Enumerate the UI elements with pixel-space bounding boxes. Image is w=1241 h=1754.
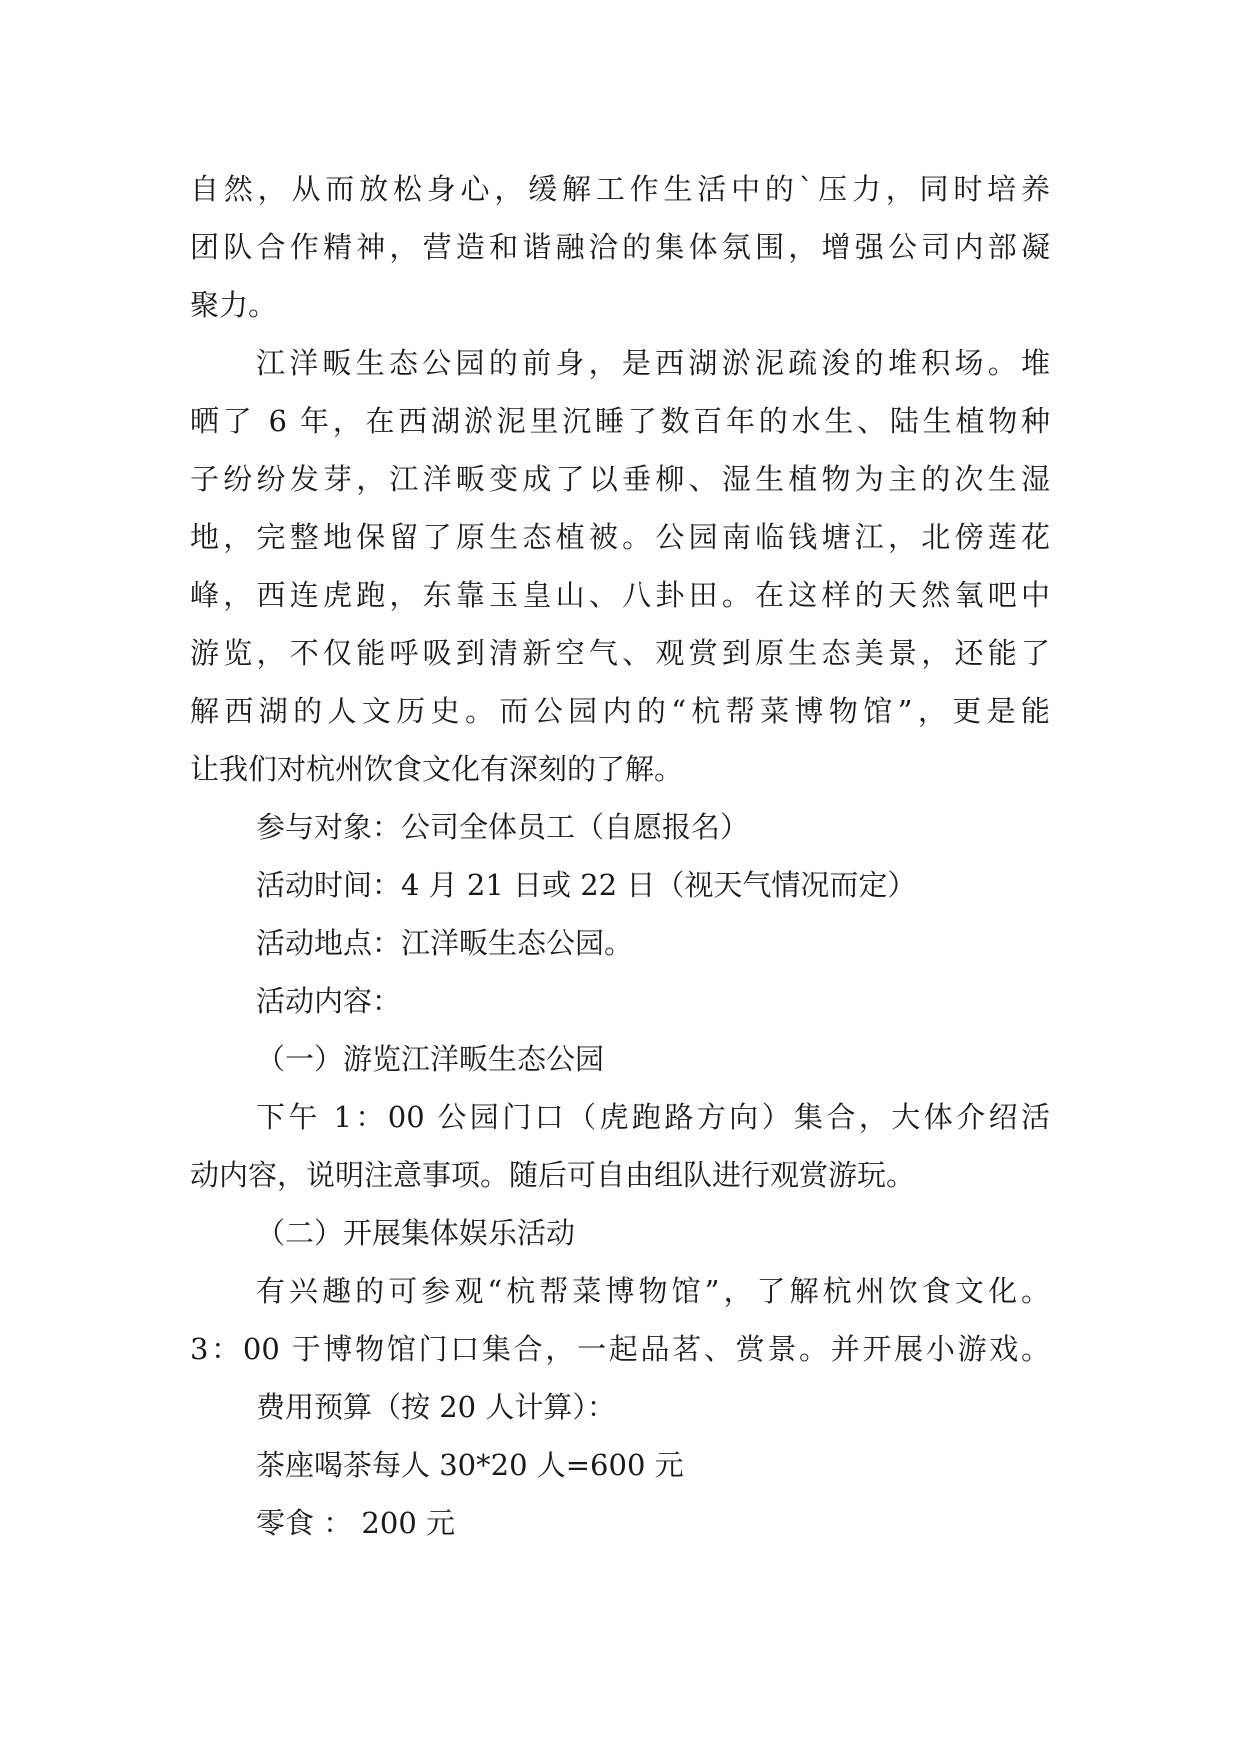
paragraph-section-2: [190, 1204, 1050, 1262]
text-line: 茶座喝茶每人 30*20 人=600 元: [256, 1448, 684, 1482]
text-line: 下午 1：00 公园门口（虎跑路方向）集合，大体介绍活: [256, 1100, 1050, 1134]
paragraph-section-2-body: [190, 1262, 1050, 1378]
paragraph-time: [190, 856, 1050, 914]
paragraph-budget-snacks: [190, 1494, 1050, 1552]
text-line: 零食 ： 200 元: [256, 1506, 456, 1540]
text-line: 晒了 6 年，在西湖淤泥里沉睡了数百年的水生、陆生植物种: [190, 404, 1050, 438]
text-line: 游览，不仅能呼吸到清新空气、观赏到原生态美景，还能了: [190, 636, 1050, 670]
text-line: 解西湖的人文历史。而公园内的“杭帮菜博物馆”，更是能: [190, 694, 1050, 728]
text-line: 自然，从而放松身心，缓解工作生活中的`压力，同时培养: [190, 172, 1050, 206]
text-line: 子纷纷发芽，江洋畈变成了以垂柳、湿生植物为主的次生湿: [190, 462, 1050, 496]
paragraph-section-1: [190, 1030, 1050, 1088]
text-line: 动内容，说明注意事项。随后可自由组队进行观赏游玩。: [190, 1158, 916, 1192]
text-line: 活动时间：4 月 21 日或 22 日（视天气情况而定）: [256, 868, 917, 902]
text-line: 峰，西连虎跑，东靠玉皇山、八卦田。在这样的天然氧吧中: [190, 578, 1050, 612]
text-line: 活动内容：: [256, 984, 402, 1018]
text-line: （一）游览江洋畈生态公园: [256, 1042, 605, 1076]
paragraph-intro-cont: [190, 160, 1050, 334]
paragraph-budget-heading: [190, 1378, 1050, 1436]
text-line: 团队合作精神，营造和谐融洽的集体氛围，增强公司内部凝: [190, 230, 1050, 264]
text-line: 地，完整地保留了原生态植被。公园南临钱塘江，北傍莲花: [190, 520, 1050, 554]
text-line: 有兴趣的可参观“杭帮菜博物馆”，了解杭州饮食文化。: [256, 1274, 1050, 1308]
paragraph-participants: [190, 798, 1050, 856]
text-line: 费用预算（按 20 人计算）：: [256, 1390, 616, 1424]
paragraph-location: [190, 914, 1050, 972]
paragraph-park-desc: [190, 334, 1050, 798]
paragraph-content-heading: [190, 972, 1050, 1030]
text-line: 3：00 于博物馆门口集合，一起品茗、赏景。并开展小游戏。: [190, 1332, 1050, 1366]
text-line: 让我们对杭州饮食文化有深刻的了解。: [190, 752, 684, 786]
text-line: 江洋畈生态公园的前身，是西湖淤泥疏浚的堆积场。堆: [256, 346, 1050, 380]
text-line: 聚力。: [190, 288, 278, 322]
paragraph-section-1-body: [190, 1088, 1050, 1204]
document-body: [190, 160, 1050, 1552]
text-line: 活动地点：江洋畈生态公园。: [256, 926, 634, 960]
text-line: 参与对象：公司全体员工（自愿报名）: [256, 810, 750, 844]
paragraph-budget-tea: [190, 1436, 1050, 1494]
text-line: （二）开展集体娱乐活动: [256, 1216, 576, 1250]
